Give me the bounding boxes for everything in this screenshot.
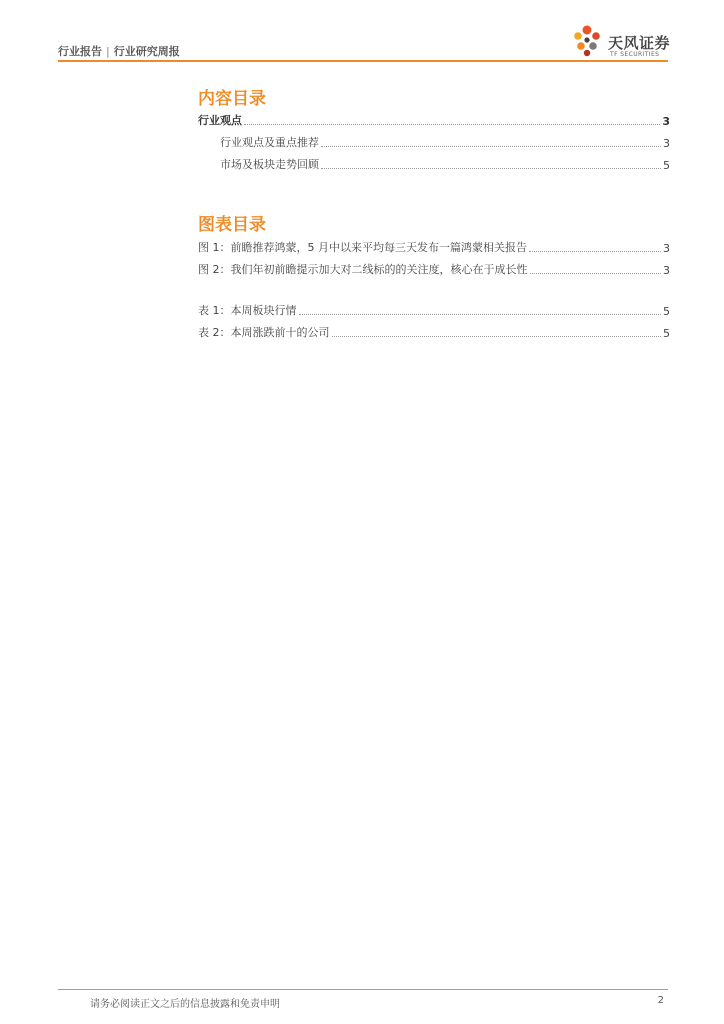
report-category: 行业报告	[58, 45, 102, 58]
report-subcategory: 行业研究周报	[113, 45, 180, 58]
toc-entry[interactable]	[220, 156, 670, 172]
toc-leader-dots	[529, 251, 661, 252]
page-number: 2	[657, 995, 664, 1006]
toc-leader-dots	[321, 168, 661, 169]
toc-entry-label: 行业观点及重点推荐	[220, 136, 319, 149]
table-entry-page: 5	[663, 305, 670, 318]
toc-leader-dots	[244, 124, 660, 125]
figure-entry[interactable]	[198, 239, 670, 255]
figure-entry-label: 图 2：我们年初前瞻提示加大对二线标的的关注度，核心在于成长性	[198, 263, 528, 276]
toc-entry[interactable]	[220, 134, 670, 150]
toc-entry-page: 5	[663, 159, 670, 172]
figure-entry-page: 3	[663, 264, 670, 277]
flower-logo-icon	[572, 24, 602, 58]
figure-entry-page: 3	[663, 242, 670, 255]
contents-title: 内容目录	[198, 89, 266, 109]
toc-leader-dots	[321, 146, 661, 147]
table-entry-label: 表 2：本周涨跌前十的公司	[198, 326, 330, 339]
toc-entry-page: 3	[662, 115, 670, 128]
toc-leader-dots	[299, 314, 662, 315]
header-separator: |	[106, 45, 110, 58]
table-entry-label: 表 1：本周板块行情	[198, 304, 297, 317]
table-entry[interactable]	[198, 302, 670, 318]
table-entry-page: 5	[663, 327, 670, 340]
report-type	[58, 43, 180, 59]
logo-english-name: TF SECURITIES	[610, 51, 660, 58]
toc-entry-page: 3	[663, 137, 670, 150]
toc-leader-dots	[530, 273, 662, 274]
footer-divider	[58, 989, 668, 990]
toc-entry-label: 市场及板块走势回顾	[220, 158, 319, 171]
toc-entry[interactable]	[198, 112, 670, 128]
table-entry[interactable]	[198, 324, 670, 340]
footer-disclaimer: 请务必阅读正文之后的信息披露和免责申明	[90, 999, 280, 1010]
figures-title: 图表目录	[198, 215, 266, 235]
company-logo	[572, 24, 682, 60]
figure-entry[interactable]	[198, 261, 670, 277]
toc-entry-label: 行业观点	[198, 114, 242, 127]
figure-entry-label: 图 1：前瞻推荐鸿蒙，5 月中以来平均每三天发布一篇鸿蒙相关报告	[198, 241, 527, 254]
logo-chinese-name: 天风证券	[608, 34, 671, 52]
header-divider	[58, 60, 668, 62]
toc-leader-dots	[332, 336, 662, 337]
